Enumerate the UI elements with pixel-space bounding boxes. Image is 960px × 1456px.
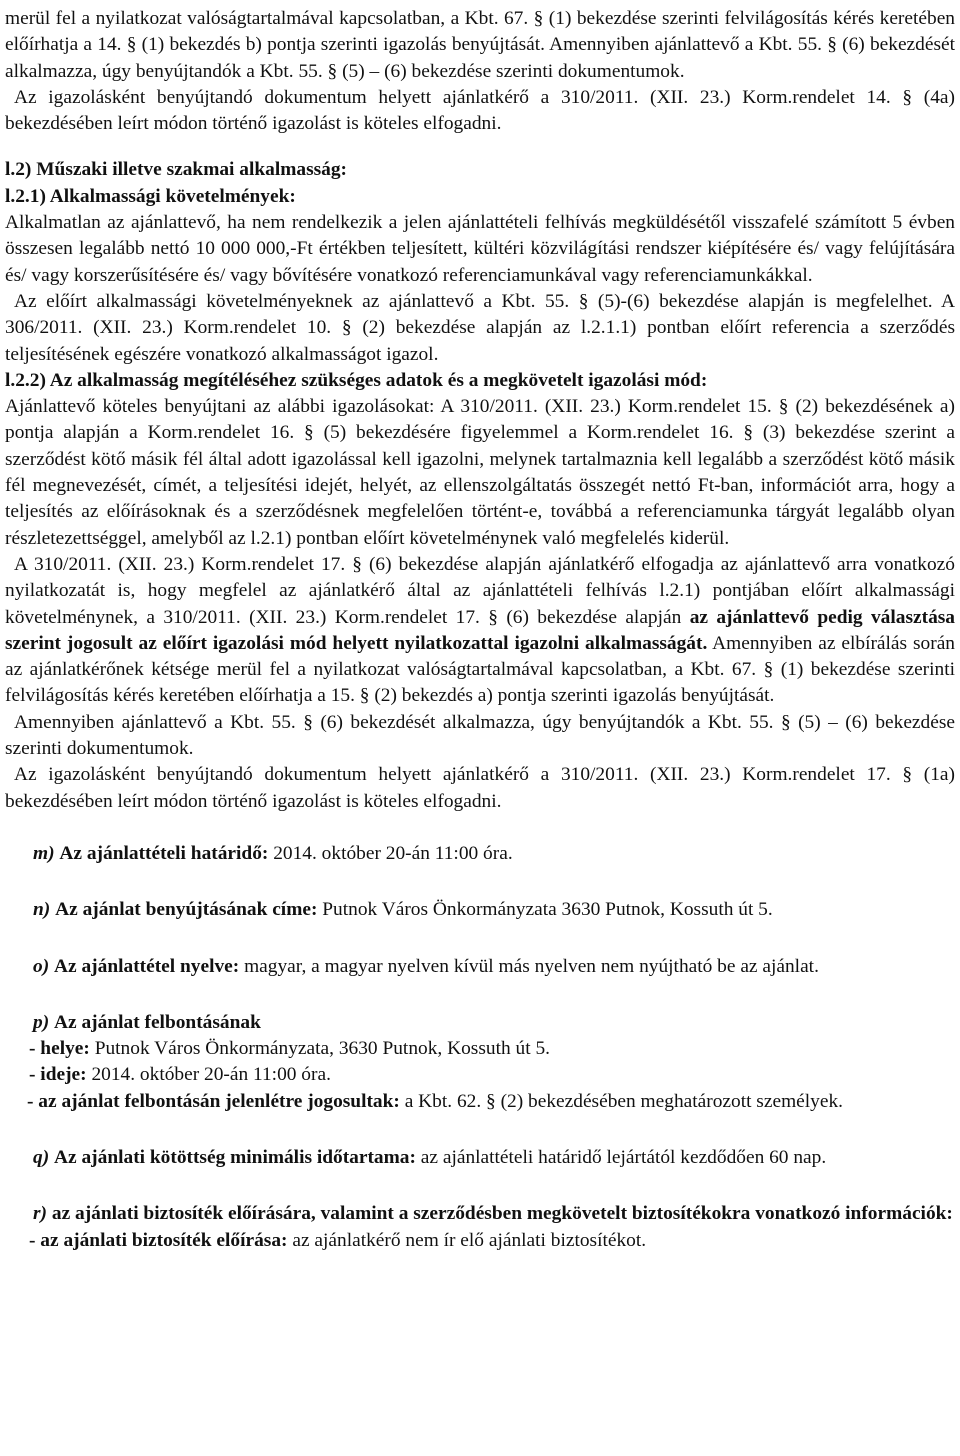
item-q [5,1145,955,1171]
item-p-jogosultak-value: a Kbt. 62. § (2) bekezdésében meghatározott személyek. [399,1090,843,1112]
item-p-helye-label: - helye: [29,1038,90,1060]
paragraph-l21-note: Az előírt alkalmassági követelményeknek az ajánlattevő a Kbt. 55. § (5)-(6) bekezdése alapján is megfelelhet. A 306/2011. (XII. 23.) Korm.rendelet 10. § (2) bekezdése alapján az l.2.1.1) pontban előírt referencia a szerződés teljesítésének egészére vonatkozó alkalmasságot igazol. [5,290,955,365]
item-m-label: m) [33,842,55,864]
item-n-title: Az ajánlat benyújtásának címe: [55,899,318,921]
item-o-value: magyar, a magyar nyelven kívül más nyelven nem nyújtható be az ajánlat. [239,955,819,977]
item-n-value: Putnok Város Önkormányzata 3630 Putnok, Kossuth út 5. [317,899,773,921]
item-p-jogosultak [5,1089,955,1115]
paragraph-top-1: merül fel a nyilatkozat valóságtartalmával kapcsolatban, a Kbt. 67. § (1) bekezdése szerinti felvilágosítás kérés keretében előírhatja a 14. § (1) bekezdés b) pontja szerinti igazolás benyújtását. Amennyiben ajánlattevő a Kbt. 55. § (6) bekezdését alkalmazza, úgy benyújtandók a Kbt. 55. § (5) – (6) bekezdése szerinti dokumentumok. [5,8,955,82]
section-heading-l21: l.2.1) Alkalmassági követelmények: [5,185,296,207]
paragraph-top-2: Az igazolásként benyújtandó dokumentum helyett ajánlatkérő a 310/2011. (XII. 23.) Korm.rendelet 14. § (4a) bekezdésében leírt módon történő igazolást is köteles elfogadni. [5,86,955,135]
paragraph-l22-substitute: Az igazolásként benyújtandó dokumentum helyett ajánlatkérő a 310/2011. (XII. 23.) Korm.rendelet 17. § (1a) bekezdésében leírt módon történő igazolást is köteles elfogadni. [5,764,955,812]
item-p-heading: Az ajánlat felbontásának [54,1011,261,1033]
item-n-label: n) [33,899,51,921]
section-heading-l2: l.2) Műszaki illetve szakmai alkalmasság: [5,159,348,181]
paragraph-l22-declaration-a: A 310/2011. (XII. 23.) Korm.rendelet 17. § (6) bekezdése alapján ajánlatkérő elfogadja az ajánlattevő arra vonatkozó nyilatkozatát is, hogy megfelel az ajánlatkérő által az ajánlattételi felhívás l.2.1) pontjában előírt alkalmassági követelménynek, a 310/2011. (XII. 23.) Korm.rendelet 17. § (6) bekezdése alapján [5,553,955,628]
paragraph-l21-text: Alkalmatlan az ajánlattevő, ha nem rendelkezik a jelen ajánlattételi felhívás megküldésétől visszafelé számított 5 évben összesen legalább nettó 10 000 000,-Ft értékben teljesített, kültéri közvilágítási rendszer kiépítésére és/ vagy felújítására és/ vagy korszerűsítésére és/ vagy bővítésére vonatkozó referenciamunkával vagy referenciamunkákkal. [5,212,955,286]
item-r-biztositek-value: az ajánlatkérő nem ír elő ajánlati biztosítékot. [287,1229,647,1251]
item-p-ideje [5,1062,955,1088]
item-p-label: p) [33,1011,50,1033]
paragraph-l22-declaration-b: Amennyiben az elbírálás során az ajánlatkérőnek kétsége merül fel a nyilatkozat valóságtartalmával kapcsolatban, a Kbt. 67. § (1) bekezdése szerinti felvilágosítás kérés keretében előírhatja a 15. § (2) bekezdés a) pontja szerinti igazolás benyújtását. [5,632,955,707]
item-p-helye-value: Putnok Város Önkormányzata, 3630 Putnok, Kossuth út 5. [89,1038,550,1060]
item-r [5,1201,955,1227]
item-p-ideje-label: - ideje: [29,1064,87,1086]
item-o [5,954,955,980]
item-r-biztositek [5,1228,955,1254]
paragraph-l22-declaration-bold: az ajánlattevő pedig választása szerint jogosult az előírt igazolási mód helyett nyilatkozattal igazolni alkalmasságát. [5,606,955,654]
item-r-title: az ajánlati biztosíték előírására, valamint a szerződésben megkövetelt biztosítékokra vonatkozó információk: [51,1203,953,1225]
item-n [5,897,955,923]
item-m-title: Az ajánlattételi határidő: [59,842,269,864]
item-m [5,841,955,867]
item-q-label: q) [33,1146,50,1168]
item-p-ideje-value: 2014. október 20-án 11:00 óra. [86,1064,331,1086]
item-q-value: az ajánlattételi határidő lejártától kezdődően 60 nap. [415,1146,827,1168]
item-p-title [5,1010,955,1036]
item-r-label: r) [33,1203,48,1225]
item-q-title: Az ajánlati kötöttség minimális időtartama: [54,1146,416,1168]
paragraph-l22-text: Ajánlattevő köteles benyújtani az alábbi igazolásokat: A 310/2011. (XII. 23.) Korm.rendelet 15. § (2) bekezdésének a) pontja alapján a Korm.rendelet 16. § (5) bekezdésére figyelemmel a Korm.rendelet 16. § (3) bekezdése szerint a szerződést kötő másik fél által adott igazolással kell igazolni, melynek tartalmaznia kell legalább a szerződést kötő másik fél megnevezését, címét, a teljesítési idejét, helyét, az ellenszolgáltatás összegét nettó Ft-ban, információt arra, hogy a teljesítés az előírásoknak és a szerződésnek megfelelően történt-e, továbbá a referenciamunka tárgyát legalább olyan részletezettséggel, amelyből az l.2.1) pontban előírt követelménynek való megfelelés kiderül. [5,396,955,549]
item-o-label: o) [33,955,50,977]
paragraph-l22-kbt55: Amennyiben ajánlattevő a Kbt. 55. § (6) bekezdését alkalmazza, úgy benyújtandók a Kbt. 55. § (5) – (6) bekezdése szerinti dokumentumok. [5,711,955,760]
paragraph-l22-declaration [5,552,955,710]
item-p-helye [5,1036,955,1062]
section-heading-l22: l.2.2) Az alkalmasság megítéléséhez szükséges adatok és a megkövetelt igazolási mód: [5,369,708,391]
item-m-value: 2014. október 20-án 11:00 óra. [268,842,513,864]
item-r-biztositek-label: - az ajánlati biztosíték előírása: [29,1229,288,1251]
item-o-title: Az ajánlattétel nyelve: [54,955,240,977]
item-p-jogosultak-label: - az ajánlat felbontásán jelenlétre jogosultak: [27,1090,400,1112]
